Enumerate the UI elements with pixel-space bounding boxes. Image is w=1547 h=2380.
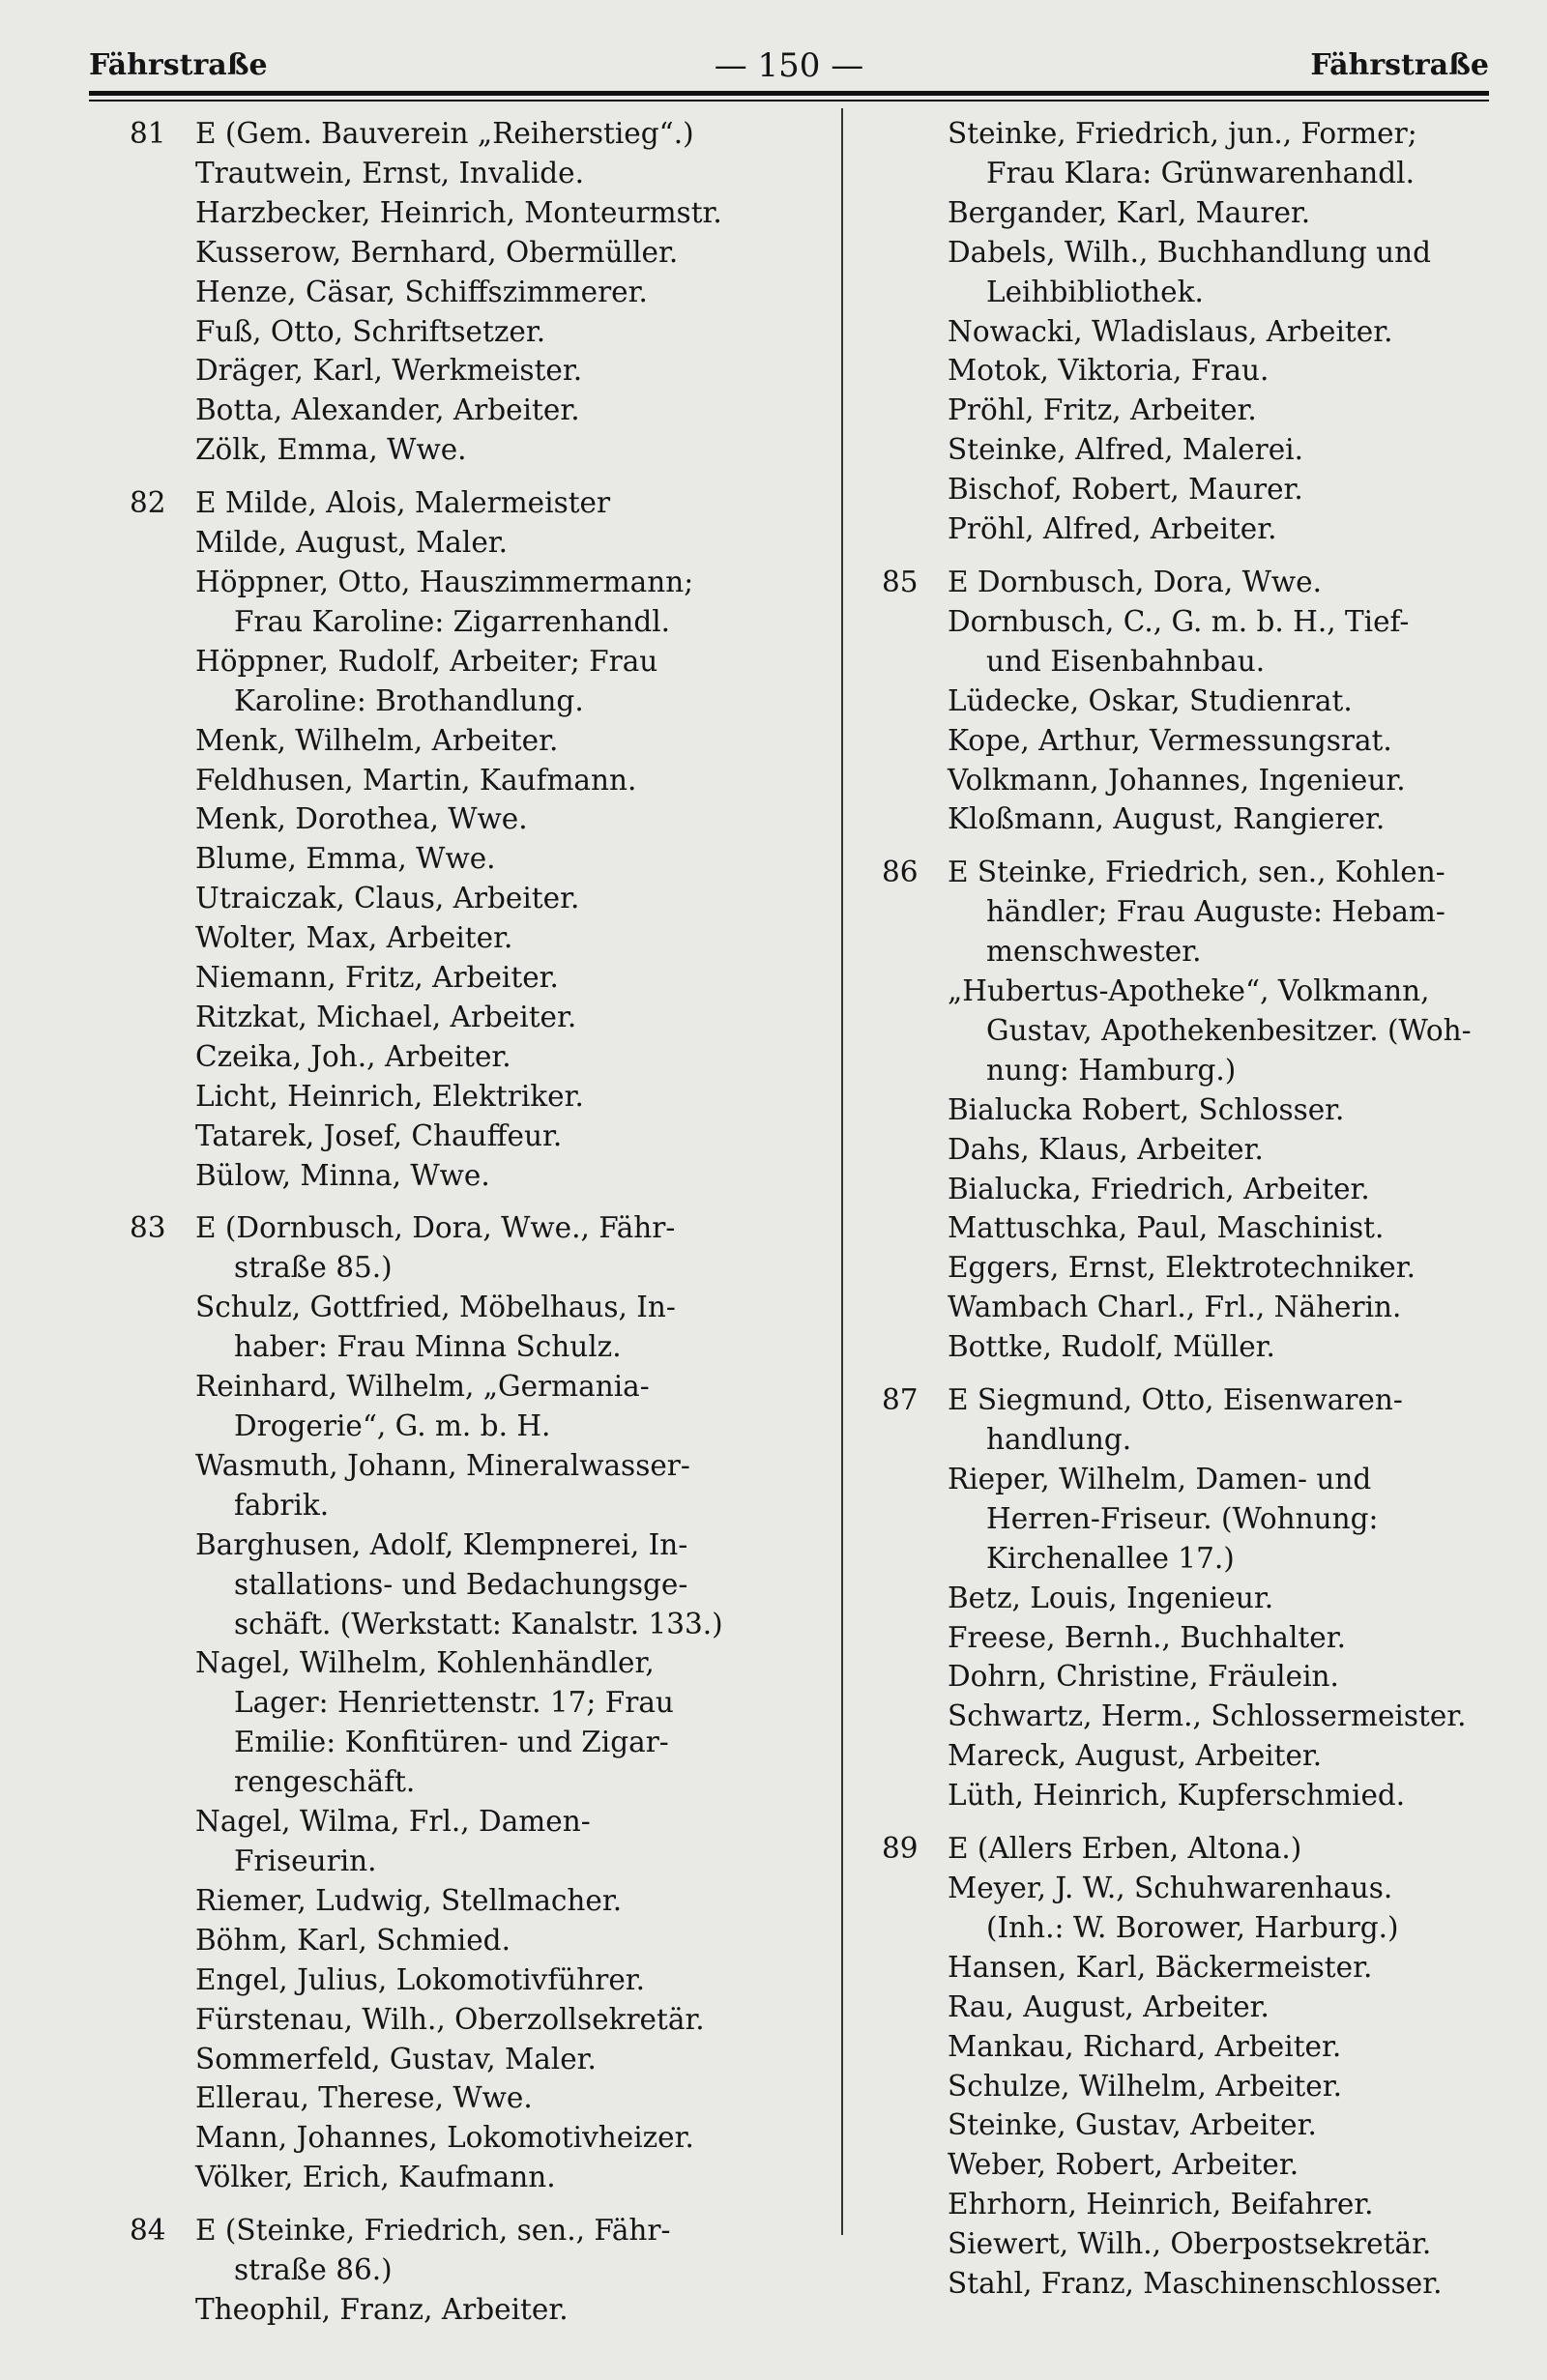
resident-entry — [882, 2105, 1501, 2145]
entry-line: Licht, Heinrich, Elektriker. — [195, 1079, 584, 1113]
resident-entry — [882, 2027, 1501, 2067]
right-column — [882, 114, 1501, 2304]
resident-entry — [882, 1618, 1501, 1658]
entry-line: Dahs, Klaus, Arbeiter. — [948, 1132, 1264, 1166]
entry-line: Leihbibliothek. — [986, 275, 1204, 308]
resident-entry — [882, 2067, 1501, 2106]
entry-line: Wolter, Max, Arbeiter. — [195, 921, 513, 955]
entry-line: E (Gem. Bauverein „Reiherstieg“.) — [195, 117, 694, 150]
resident-entry — [130, 1960, 806, 2000]
resident-entry — [130, 312, 806, 352]
entry-line: straße 85.) — [234, 1251, 393, 1285]
resident-entry — [130, 1117, 806, 1156]
resident-entry — [882, 1579, 1501, 1618]
entry-line: Dabels, Wilh., Buchhandlung und — [948, 235, 1431, 269]
house-number: 83 — [130, 1211, 166, 1245]
resident-entry — [882, 972, 1501, 1090]
entry-line: Frau Klara: Grünwarenhandl. — [986, 156, 1415, 189]
entry-line: Engel, Julius, Lokomotivführer. — [195, 1962, 646, 1996]
resident-entry — [130, 233, 806, 273]
resident-entry — [882, 1248, 1501, 1288]
resident-entry — [882, 602, 1501, 682]
entry-line: Menk, Wilhelm, Arbeiter. — [195, 723, 559, 757]
section-gap — [882, 839, 1501, 853]
house-number-entry — [882, 1380, 1501, 1460]
entry-line: Sommerfeld, Gustav, Maler. — [195, 2042, 597, 2075]
entry-line: Henze, Cäsar, Schiffszimmerer. — [195, 275, 648, 308]
resident-entry — [130, 2000, 806, 2040]
entry-line: Völker, Erich, Kaufmann. — [195, 2161, 556, 2194]
entry-line: Ritzkat, Michael, Arbeiter. — [195, 1000, 577, 1033]
entry-line: Frau Karoline: Zigarrenhandl. — [234, 604, 671, 638]
entry-line: Stahl, Franz, Maschinenschlosser. — [948, 2267, 1443, 2301]
resident-entry — [130, 958, 806, 998]
entry-line: Emilie: Konfitüren- und Zigar- — [234, 1726, 669, 1759]
resident-entry — [882, 1776, 1501, 1815]
resident-entry — [130, 273, 806, 312]
entry-line: Karoline: Brothandlung. — [234, 683, 584, 717]
resident-entry — [882, 1460, 1501, 1579]
entry-line: E Milde, Alois, Malermeister — [195, 486, 611, 520]
entry-line: Fürstenau, Wilh., Oberzollsekretär. — [195, 2002, 705, 2036]
resident-entry — [882, 1657, 1501, 1697]
resident-entry — [130, 761, 806, 800]
resident-entry — [130, 193, 806, 233]
entry-line: Friseurin. — [234, 1843, 377, 1877]
house-number-entry — [882, 1829, 1501, 1869]
entry-line: stallations- und Bedachungsge- — [234, 1567, 688, 1601]
entry-line: Utraiczak, Claus, Arbeiter. — [195, 882, 580, 915]
resident-entry — [130, 154, 806, 193]
entry-line: E Dornbusch, Dora, Wwe. — [948, 565, 1322, 598]
entry-line: Pröhl, Alfred, Arbeiter. — [948, 512, 1277, 546]
entry-line: Höppner, Otto, Hauszimmermann; — [195, 565, 694, 598]
resident-entry — [882, 509, 1501, 549]
resident-entry — [882, 1130, 1501, 1170]
entry-line: Botta, Alexander, Arbeiter. — [195, 393, 580, 427]
resident-entry — [130, 1802, 806, 1881]
header-rule-thick — [89, 91, 1489, 96]
resident-entry — [130, 721, 806, 761]
entry-line: Weber, Robert, Arbeiter. — [948, 2148, 1299, 2182]
entry-line: Bischof, Robert, Maurer. — [948, 473, 1303, 507]
entry-line: Kope, Arthur, Vermessungsrat. — [948, 723, 1392, 757]
entry-line: (Inh.: W. Borower, Harburg.) — [986, 1910, 1399, 1944]
section-gap — [882, 1815, 1501, 1829]
entry-line: E (Steinke, Friedrich, sen., Fähr- — [195, 2214, 671, 2248]
entry-line: Dräger, Karl, Werkmeister. — [195, 354, 583, 388]
section-gap — [130, 470, 806, 483]
entry-line: Nagel, Wilma, Frl., Damen- — [195, 1805, 591, 1839]
entry-line: Barghusen, Adolf, Klempnerei, In- — [195, 1527, 688, 1561]
entry-line: E Steinke, Friedrich, sen., Kohlen- — [948, 856, 1445, 889]
entry-line: Eggers, Ernst, Elektrotechniker. — [948, 1251, 1416, 1285]
entry-line: Nagel, Wilhelm, Kohlenhändler, — [195, 1646, 655, 1680]
resident-entry — [882, 761, 1501, 800]
entry-line: Pröhl, Fritz, Arbeiter. — [948, 393, 1257, 427]
entry-line: Harzbecker, Heinrich, Monteurmstr. — [195, 195, 722, 229]
resident-entry — [882, 2185, 1501, 2224]
entry-line: und Eisenbahnbau. — [986, 644, 1266, 678]
resident-entry — [882, 1288, 1501, 1327]
resident-entry — [130, 1367, 806, 1446]
house-number-entry — [882, 853, 1501, 972]
column-divider — [841, 108, 843, 2235]
resident-entry — [130, 430, 806, 470]
left-column — [130, 114, 806, 2330]
entry-line: Bottke, Rudolf, Müller. — [948, 1330, 1275, 1364]
entry-line: Trautwein, Ernst, Invalide. — [195, 156, 584, 189]
header-street-right: Fährstraße — [1310, 48, 1489, 82]
entry-line: Zölk, Emma, Wwe. — [195, 433, 467, 467]
resident-entry — [882, 1208, 1501, 1248]
resident-entry — [882, 2264, 1501, 2304]
resident-entry — [130, 879, 806, 918]
house-number-entry — [130, 483, 806, 523]
resident-entry — [130, 1921, 806, 1960]
resident-entry — [130, 2078, 806, 2118]
entry-line: E Siegmund, Otto, Eisenwaren- — [948, 1383, 1403, 1417]
house-number-entry — [130, 114, 806, 154]
entry-line: Lüth, Heinrich, Kupferschmied. — [948, 1779, 1406, 1813]
entry-line: „Hubertus-Apotheke“, Volkmann, — [948, 974, 1430, 1008]
entry-line: Menk, Dorothea, Wwe. — [195, 802, 528, 836]
section-gap — [882, 1367, 1501, 1380]
resident-entry — [130, 563, 806, 642]
entry-line: Hansen, Karl, Bäckermeister. — [948, 1950, 1373, 1984]
resident-entry — [130, 998, 806, 1037]
entry-line: Bergander, Karl, Maurer. — [948, 195, 1311, 229]
resident-entry — [882, 1170, 1501, 1209]
entry-line: Herren-Friseur. (Wohnung: — [986, 1501, 1379, 1535]
house-number: 86 — [882, 856, 919, 889]
entry-line: Theophil, Franz, Arbeiter. — [195, 2292, 569, 2326]
resident-entry — [882, 114, 1501, 193]
resident-entry — [882, 1697, 1501, 1736]
entry-line: Betz, Louis, Ingenieur. — [948, 1581, 1274, 1614]
resident-entry — [130, 1525, 806, 1644]
resident-entry — [882, 1736, 1501, 1776]
entry-line: Drogerie“, G. m. b. H. — [234, 1409, 551, 1442]
entry-line: Dohrn, Christine, Fräulein. — [948, 1660, 1339, 1694]
entry-line: Nowacki, Wladislaus, Arbeiter. — [948, 314, 1393, 348]
entry-line: Mankau, Richard, Arbeiter. — [948, 2029, 1342, 2063]
resident-entry — [882, 1090, 1501, 1130]
house-number: 84 — [130, 2214, 166, 2248]
resident-entry — [130, 2118, 806, 2158]
entry-line: Wasmuth, Johann, Mineralwasser- — [195, 1448, 690, 1482]
entry-line: Kloßmann, August, Rangierer. — [948, 802, 1386, 836]
entry-line: straße 86.) — [234, 2253, 393, 2287]
section-gap — [130, 2197, 806, 2211]
resident-entry — [130, 839, 806, 879]
resident-entry — [130, 391, 806, 430]
resident-entry — [882, 312, 1501, 352]
resident-entry — [882, 2224, 1501, 2264]
resident-entry — [882, 721, 1501, 761]
resident-entry — [882, 2145, 1501, 2185]
section-gap — [882, 549, 1501, 563]
entry-line: Schwartz, Herm., Schlossermeister. — [948, 1699, 1467, 1733]
resident-entry — [882, 430, 1501, 470]
entry-line: Tatarek, Josef, Chauffeur. — [195, 1118, 563, 1152]
resident-entry — [130, 523, 806, 563]
house-number: 89 — [882, 1832, 919, 1866]
entry-line: Mattuschka, Paul, Maschinist. — [948, 1211, 1385, 1245]
entry-line: Steinke, Friedrich, jun., Former; — [948, 117, 1417, 150]
resident-entry — [130, 1037, 806, 1077]
entry-line: Niemann, Fritz, Arbeiter. — [195, 961, 559, 995]
resident-entry — [882, 799, 1501, 839]
entry-line: Schulze, Wilhelm, Arbeiter. — [948, 2069, 1342, 2103]
entry-line: E (Dornbusch, Dora, Wwe., Fähr- — [195, 1211, 676, 1245]
entry-line: Milde, August, Maler. — [195, 526, 509, 560]
entry-line: fabrik. — [234, 1488, 330, 1522]
resident-entry — [882, 1948, 1501, 1988]
entry-line: Ellerau, Therese, Wwe. — [195, 2081, 533, 2115]
entry-line: Rau, August, Arbeiter. — [948, 1989, 1270, 2023]
entry-line: Bialucka Robert, Schlosser. — [948, 1092, 1345, 1126]
house-number-entry — [130, 1208, 806, 1288]
entry-line: Siewert, Wilh., Oberpostsekretär. — [948, 2227, 1432, 2261]
resident-entry — [130, 642, 806, 721]
entry-line: Reinhard, Wilhelm, „Germania- — [195, 1370, 650, 1404]
entry-line: Bialucka, Friedrich, Arbeiter. — [948, 1172, 1370, 1205]
resident-entry — [130, 1881, 806, 1921]
entry-line: Wambach Charl., Frl., Näherin. — [948, 1291, 1402, 1324]
entry-line: Kusserow, Bernhard, Obermüller. — [195, 235, 679, 269]
house-number: 87 — [882, 1383, 919, 1417]
entry-line: Lüdecke, Oskar, Studienrat. — [948, 683, 1353, 717]
entry-line: Böhm, Karl, Schmied. — [195, 1923, 511, 1957]
entry-line: Bülow, Minna, Wwe. — [195, 1158, 490, 1192]
resident-entry — [882, 1869, 1501, 1948]
resident-entry — [130, 2290, 806, 2330]
house-number-entry — [130, 2211, 806, 2290]
resident-entry — [882, 351, 1501, 391]
resident-entry — [130, 1156, 806, 1196]
entry-line: Höppner, Rudolf, Arbeiter; Frau — [195, 644, 658, 678]
entry-line: Freese, Bernh., Buchhalter. — [948, 1620, 1346, 1654]
resident-entry — [882, 233, 1501, 312]
entry-line: Meyer, J. W., Schuhwarenhaus. — [948, 1871, 1393, 1904]
entry-line: nung: Hamburg.) — [986, 1053, 1237, 1087]
entry-line: Schulz, Gottfried, Möbelhaus, In- — [195, 1291, 676, 1324]
entry-line: händler; Frau Auguste: Hebam- — [986, 895, 1445, 929]
house-number: 82 — [130, 486, 166, 520]
entry-line: Feldhusen, Martin, Kaufmann. — [195, 763, 637, 797]
entry-line: Mann, Johannes, Lokomotivheizer. — [195, 2121, 694, 2155]
entry-line: Czeika, Joh., Arbeiter. — [195, 1039, 511, 1073]
resident-entry — [130, 918, 806, 958]
resident-entry — [130, 1077, 806, 1117]
resident-entry — [130, 351, 806, 391]
entry-line: Rieper, Wilhelm, Damen- und — [948, 1462, 1372, 1495]
resident-entry — [882, 1327, 1501, 1367]
header-rule-thin — [89, 100, 1489, 102]
entry-line: rengeschäft. — [234, 1765, 416, 1799]
entry-line: E (Allers Erben, Altona.) — [948, 1832, 1302, 1866]
resident-entry — [130, 2040, 806, 2079]
entry-line: Blume, Emma, Wwe. — [195, 842, 496, 876]
resident-entry — [130, 799, 806, 839]
resident-entry — [130, 1446, 806, 1525]
house-number: 85 — [882, 565, 919, 598]
resident-entry — [882, 193, 1501, 233]
entry-line: menschwester. — [986, 935, 1202, 969]
entry-line: Motok, Viktoria, Frau. — [948, 354, 1270, 388]
header-street-left: Fährstraße — [89, 48, 268, 82]
resident-entry — [882, 682, 1501, 721]
page-number: — 150 — — [714, 46, 864, 85]
entry-line: handlung. — [986, 1423, 1132, 1456]
entry-line: Riemer, Ludwig, Stellmacher. — [195, 1883, 623, 1917]
resident-entry — [130, 2158, 806, 2197]
resident-entry — [882, 391, 1501, 430]
entry-line: Mareck, August, Arbeiter. — [948, 1739, 1323, 1773]
resident-entry — [882, 1988, 1501, 2027]
house-number-entry — [882, 563, 1501, 602]
entry-line: Fuß, Otto, Schriftsetzer. — [195, 314, 546, 348]
resident-entry — [882, 470, 1501, 509]
page-header — [89, 41, 1489, 99]
entry-line: Steinke, Alfred, Malerei. — [948, 433, 1303, 467]
resident-entry — [130, 1643, 806, 1802]
entry-line: Dornbusch, C., G. m. b. H., Tief- — [948, 604, 1410, 638]
house-number: 81 — [130, 117, 166, 150]
entry-line: Steinke, Gustav, Arbeiter. — [948, 2108, 1317, 2142]
section-gap — [130, 1195, 806, 1208]
entry-line: haber: Frau Minna Schulz. — [234, 1330, 622, 1364]
entry-line: Volkmann, Johannes, Ingenieur. — [948, 763, 1406, 797]
resident-entry — [130, 1288, 806, 1367]
entry-line: Kirchenallee 17.) — [986, 1541, 1235, 1575]
entry-line: Lager: Henriettenstr. 17; Frau — [234, 1686, 674, 1720]
entry-line: schäft. (Werkstatt: Kanalstr. 133.) — [234, 1607, 723, 1640]
entry-line: Ehrhorn, Heinrich, Beifahrer. — [948, 2188, 1374, 2221]
entry-line: Gustav, Apothekenbesitzer. (Woh- — [986, 1013, 1472, 1047]
